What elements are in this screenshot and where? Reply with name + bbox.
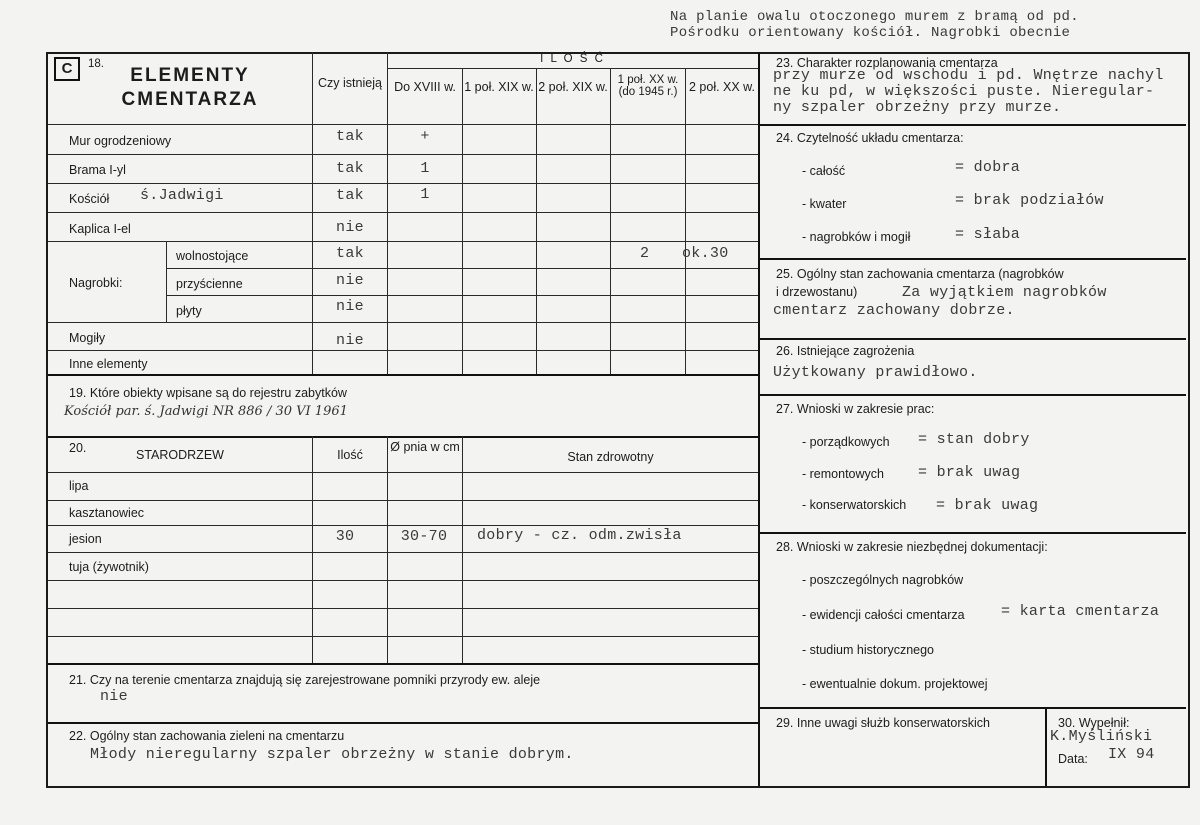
q25-answer-line2: cmentarz zachowany dobrze. (773, 302, 1015, 319)
q19-label: 19. Które obiekty wpisane są do rejestru zabytków (69, 386, 347, 400)
q28-item-nagrobkow: - poszczególnych nagrobków (802, 573, 964, 587)
q20-col-diam: Ø pnia w cm (390, 440, 460, 454)
q20-col-health: Stan zdrowotny (567, 450, 654, 464)
nagrobki-wolnostojace-exists: tak (336, 245, 364, 262)
period-header-2: 2 poł. XIX w. (538, 80, 608, 94)
section-18-title-line2: CMENTARZA (121, 89, 259, 110)
q23-label: 23. Charakter rozplanowania cmentarza (776, 56, 998, 70)
row-label-kaplica: Kaplica I-el (69, 222, 131, 236)
q25-label-line2: i drzewostanu) (776, 285, 858, 299)
q27-item-remontowych: - remontowych (802, 467, 884, 481)
q26-label: 26. Istniejące zagrożenia (776, 344, 915, 358)
row-exists-mogily: nie (336, 332, 364, 349)
q24-item-nagrobkow: - nagrobków i mogił (802, 230, 911, 244)
q28-label: 28. Wnioski w zakresie niezbędnej dokumentacji: (776, 540, 1048, 554)
q29-label: 29. Inne uwagi służb konserwatorskich (776, 716, 991, 730)
nagrobki-wolnostojace-p3: 2 (640, 245, 650, 262)
nagrobki-przyscienne-label: przyścienne (176, 277, 243, 291)
q20-title: STARODRZEW (136, 448, 224, 462)
q24-item-kwater: - kwater (802, 197, 847, 211)
period-header-4: 2 poł. XX w. (688, 80, 755, 94)
q28-item-studium: - studium historycznego (802, 643, 935, 657)
q25-label-line1: 25. Ogólny stan zachowania cmentarza (nagrobków (776, 267, 1064, 281)
q23-line1: przy murze od wschodu i pd. Wnętrze nachyl (773, 67, 1164, 84)
q28-item-ewidencji-value: = karta cmentarza (1001, 603, 1160, 620)
q30-label: 30. Wypełnił: (1058, 716, 1130, 730)
ilosc-header: I L O Ś Ć (540, 53, 605, 65)
q25-answer-line1: Za wyjątkiem nagrobków (902, 284, 1107, 301)
col-exists-header: Czy istnieją (318, 76, 382, 90)
q21-answer: nie (100, 688, 128, 705)
q24-item-nagrobkow-value: = słaba (955, 226, 1021, 243)
row-label-mur: Mur ogrodzeniowy (69, 134, 172, 148)
nagrobki-plyty-label: płyty (176, 304, 202, 318)
tree-row-jesion-qty: 30 (335, 528, 355, 545)
q20-number: 20. (69, 441, 87, 455)
row-exists-kosciol: tak (336, 187, 364, 204)
row-p0-brama: 1 (420, 160, 430, 177)
nagrobki-plyty-exists: nie (336, 298, 364, 315)
nagrobki-wolnostojace-label: wolnostojące (176, 249, 249, 263)
period-header-3: 1 poł. XX w. (do 1945 r.) (617, 74, 679, 98)
section-letter-box: C (54, 57, 80, 81)
top-note-line1: Na planie owalu otoczonego murem z bramą od pd. (670, 9, 1079, 25)
q19-answer: Kościół par. ś. Jadwigi NR 886 / 30 VI 1961 (64, 404, 348, 419)
q20-col-qty: Ilość (337, 448, 363, 462)
row-p0-kosciol: 1 (420, 186, 430, 203)
q27-item-porzadkowych: - porządkowych (802, 435, 890, 449)
q30-date-label: Data: (1058, 752, 1088, 766)
row-extra-kosciol: ś.Jadwigi (140, 187, 224, 204)
row-label-mogily: Mogiły (69, 331, 106, 345)
period-header-0: Do XVIII w. (394, 80, 456, 94)
tree-row-kasztanowiec: kasztanowiec (69, 506, 145, 520)
column-divider (758, 52, 760, 786)
q28-item-projektowej: - ewentualnie dokum. projektowej (802, 677, 988, 691)
row-exists-mur: tak (336, 128, 364, 145)
q24-item-kwater-value: = brak podziałów (955, 192, 1104, 209)
section-18-number: 18. (88, 58, 104, 70)
row-p0-mur: + (420, 128, 430, 145)
nagrobki-label: Nagrobki: (69, 276, 123, 290)
q27-item-konserwatorskich: - konserwatorskich (802, 498, 907, 512)
row-label-kosciol: Kościół (69, 192, 110, 206)
q24-label: 24. Czytelność układu cmentarza: (776, 131, 964, 145)
q27-label: 27. Wnioski w zakresie prac: (776, 402, 935, 416)
q27-item-konserwatorskich-value: = brak uwag (936, 497, 1039, 514)
top-note-line2: Pośrodku orientowany kościół. Nagrobki obecnie (670, 25, 1071, 41)
q23-line2: ne ku pd, w większości puste. Nieregular- (773, 83, 1155, 100)
tree-row-lipa: lipa (69, 479, 89, 493)
row-label-brama: Brama I-yl (69, 163, 126, 177)
tree-row-jesion-diam: 30-70 (400, 528, 448, 545)
nagrobki-przyscienne-exists: nie (336, 272, 364, 289)
q30-date: IX 94 (1108, 746, 1155, 763)
q22-answer: Młody nieregularny szpaler obrzeżny w stanie dobrym. (90, 746, 574, 763)
q26-answer: Użytkowany prawidłowo. (773, 364, 978, 381)
tree-row-tuja: tuja (żywotnik) (69, 560, 149, 574)
q30-name: K.Myśliński (1050, 728, 1153, 745)
row-exists-brama: tak (336, 160, 364, 177)
q28-item-ewidencji: - ewidencji całości cmentarza (802, 608, 965, 622)
q27-item-remontowych-value: = brak uwag (918, 464, 1021, 481)
period-header-1: 1 poł. XIX w. (464, 80, 534, 94)
q24-item-calosc: - całość (802, 164, 846, 178)
tree-row-jesion-health: dobry - cz. odm.zwisła (477, 527, 682, 544)
q23-line3: ny szpaler obrzeżny przy murze. (773, 99, 1062, 116)
row-exists-kaplica: nie (336, 219, 364, 236)
tree-row-jesion: jesion (69, 532, 102, 546)
nagrobki-wolnostojace-p4: ok.30 (682, 245, 729, 262)
q27-item-porzadkowych-value: = stan dobry (918, 431, 1030, 448)
section-18-title-line1: ELEMENTY (130, 65, 250, 86)
row-label-inne: Inne elementy (69, 357, 148, 371)
q22-label: 22. Ogólny stan zachowania zieleni na cmentarzu (69, 729, 345, 743)
q21-label: 21. Czy na terenie cmentarza znajdują się zarejestrowane pomniki przyrody ew. aleje (69, 673, 541, 687)
q24-item-calosc-value: = dobra (955, 159, 1021, 176)
